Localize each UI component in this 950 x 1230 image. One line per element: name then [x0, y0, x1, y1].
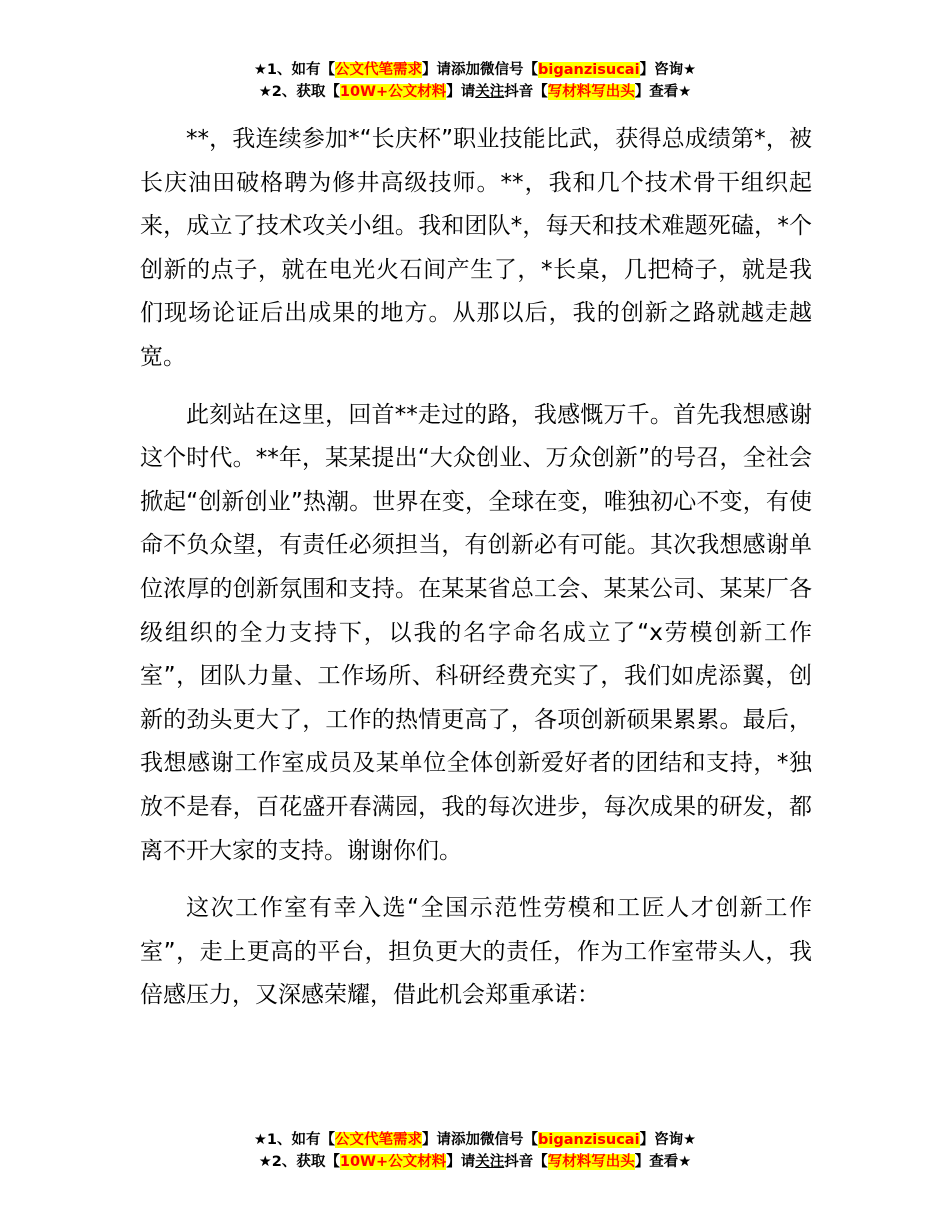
highlight-materials: 10W+公文材料 — [339, 84, 447, 100]
banner-text: 微信号【 — [480, 62, 539, 78]
banner-text-follow: 关注 — [475, 84, 505, 100]
highlight-ghostwriting: 公文代笔需求 — [335, 62, 423, 78]
footer-banner — [0, 1129, 950, 1173]
banner-text: 】咨询★ — [639, 1132, 697, 1148]
banner-text: 】查看★ — [634, 84, 692, 100]
banner-text: 】请 — [422, 62, 452, 78]
banner-text: ★2、获取【 — [258, 84, 340, 100]
banner-text-follow: 关注 — [475, 1154, 505, 1170]
banner-text: 】咨询★ — [639, 62, 697, 78]
highlight-douyin-account: 写材料写出头 — [547, 1154, 635, 1170]
header-banner — [0, 59, 950, 103]
paragraph-1: **，我连续参加*“长庆杯”职业技能比武，获得总成绩第*，被长庆油田破格聘为修井高级技师。**，我和几个技术骨干组织起来，成立了技术攻关小组。我和团队*，每天和技术难题死磕，*个创新的点子，就在电光火石间产生了，*长桌，几把椅子，就是我们现场论证后出成果的地方。从那以后，我的创新之路就越走越宽。 — [140, 126, 812, 370]
banner-text: ★2、获取【 — [258, 1154, 340, 1170]
banner-text: 】查看★ — [634, 1154, 692, 1170]
banner-line-2 — [0, 1151, 950, 1173]
banner-line-2 — [0, 81, 950, 103]
banner-text-add: 添加 — [451, 1132, 481, 1148]
banner-text: 微信号【 — [480, 1132, 539, 1148]
document-body — [140, 118, 812, 1032]
highlight-ghostwriting: 公文代笔需求 — [335, 1132, 423, 1148]
highlight-wechat-id: biganzisucai — [538, 62, 640, 78]
banner-text: 】请 — [446, 1154, 476, 1170]
banner-line-1 — [0, 59, 950, 81]
banner-text: 抖音【 — [504, 1154, 548, 1170]
highlight-douyin-account: 写材料写出头 — [547, 84, 635, 100]
paragraph-2: 此刻站在这里，回首**走过的路，我感慨万千。首先我想感谢这个时代。**年，某某提出“大众创业、万众创新”的号召，全社会掀起“创新创业”热潮。世界在变，全球在变，唯独初心不变，有使命不负众望，有责任必须担当，有创新必有可能。其次我想感谢单位浓厚的创新氛围和支持。在某某省总工会、某某公司、某某厂各级组织的全力支持下，以我的名字命名成立了“x劳模创新工作室”，团队力量、工作场所、科研经费充实了，我们如虎添翼，创新的劲头更大了，工作的热情更高了，各项创新硕果累累。最后，我想感谢工作室成员及某单位全体创新爱好者的团结和支持，*独放不是春，百花盛开春满园，我的每次进步，每次成果的研发，都离不开大家的支持。谢谢你们。 — [140, 401, 812, 864]
banner-text: 】请 — [446, 84, 476, 100]
highlight-wechat-id: biganzisucai — [538, 1132, 640, 1148]
banner-text: ★1、如有【 — [253, 1132, 336, 1148]
banner-text: 】请 — [422, 1132, 452, 1148]
paragraph-3: 这次工作室有幸入选“全国示范性劳模和工匠人才创新工作室”，走上更高的平台，担负更大的责任，作为工作室带头人，我倍感压力，又深感荣耀，借此机会郑重承诺： — [140, 895, 812, 1009]
banner-text: 抖音【 — [504, 84, 548, 100]
banner-text: ★1、如有【 — [253, 62, 336, 78]
highlight-materials: 10W+公文材料 — [339, 1154, 447, 1170]
banner-line-1 — [0, 1129, 950, 1151]
banner-text-add: 添加 — [451, 62, 481, 78]
